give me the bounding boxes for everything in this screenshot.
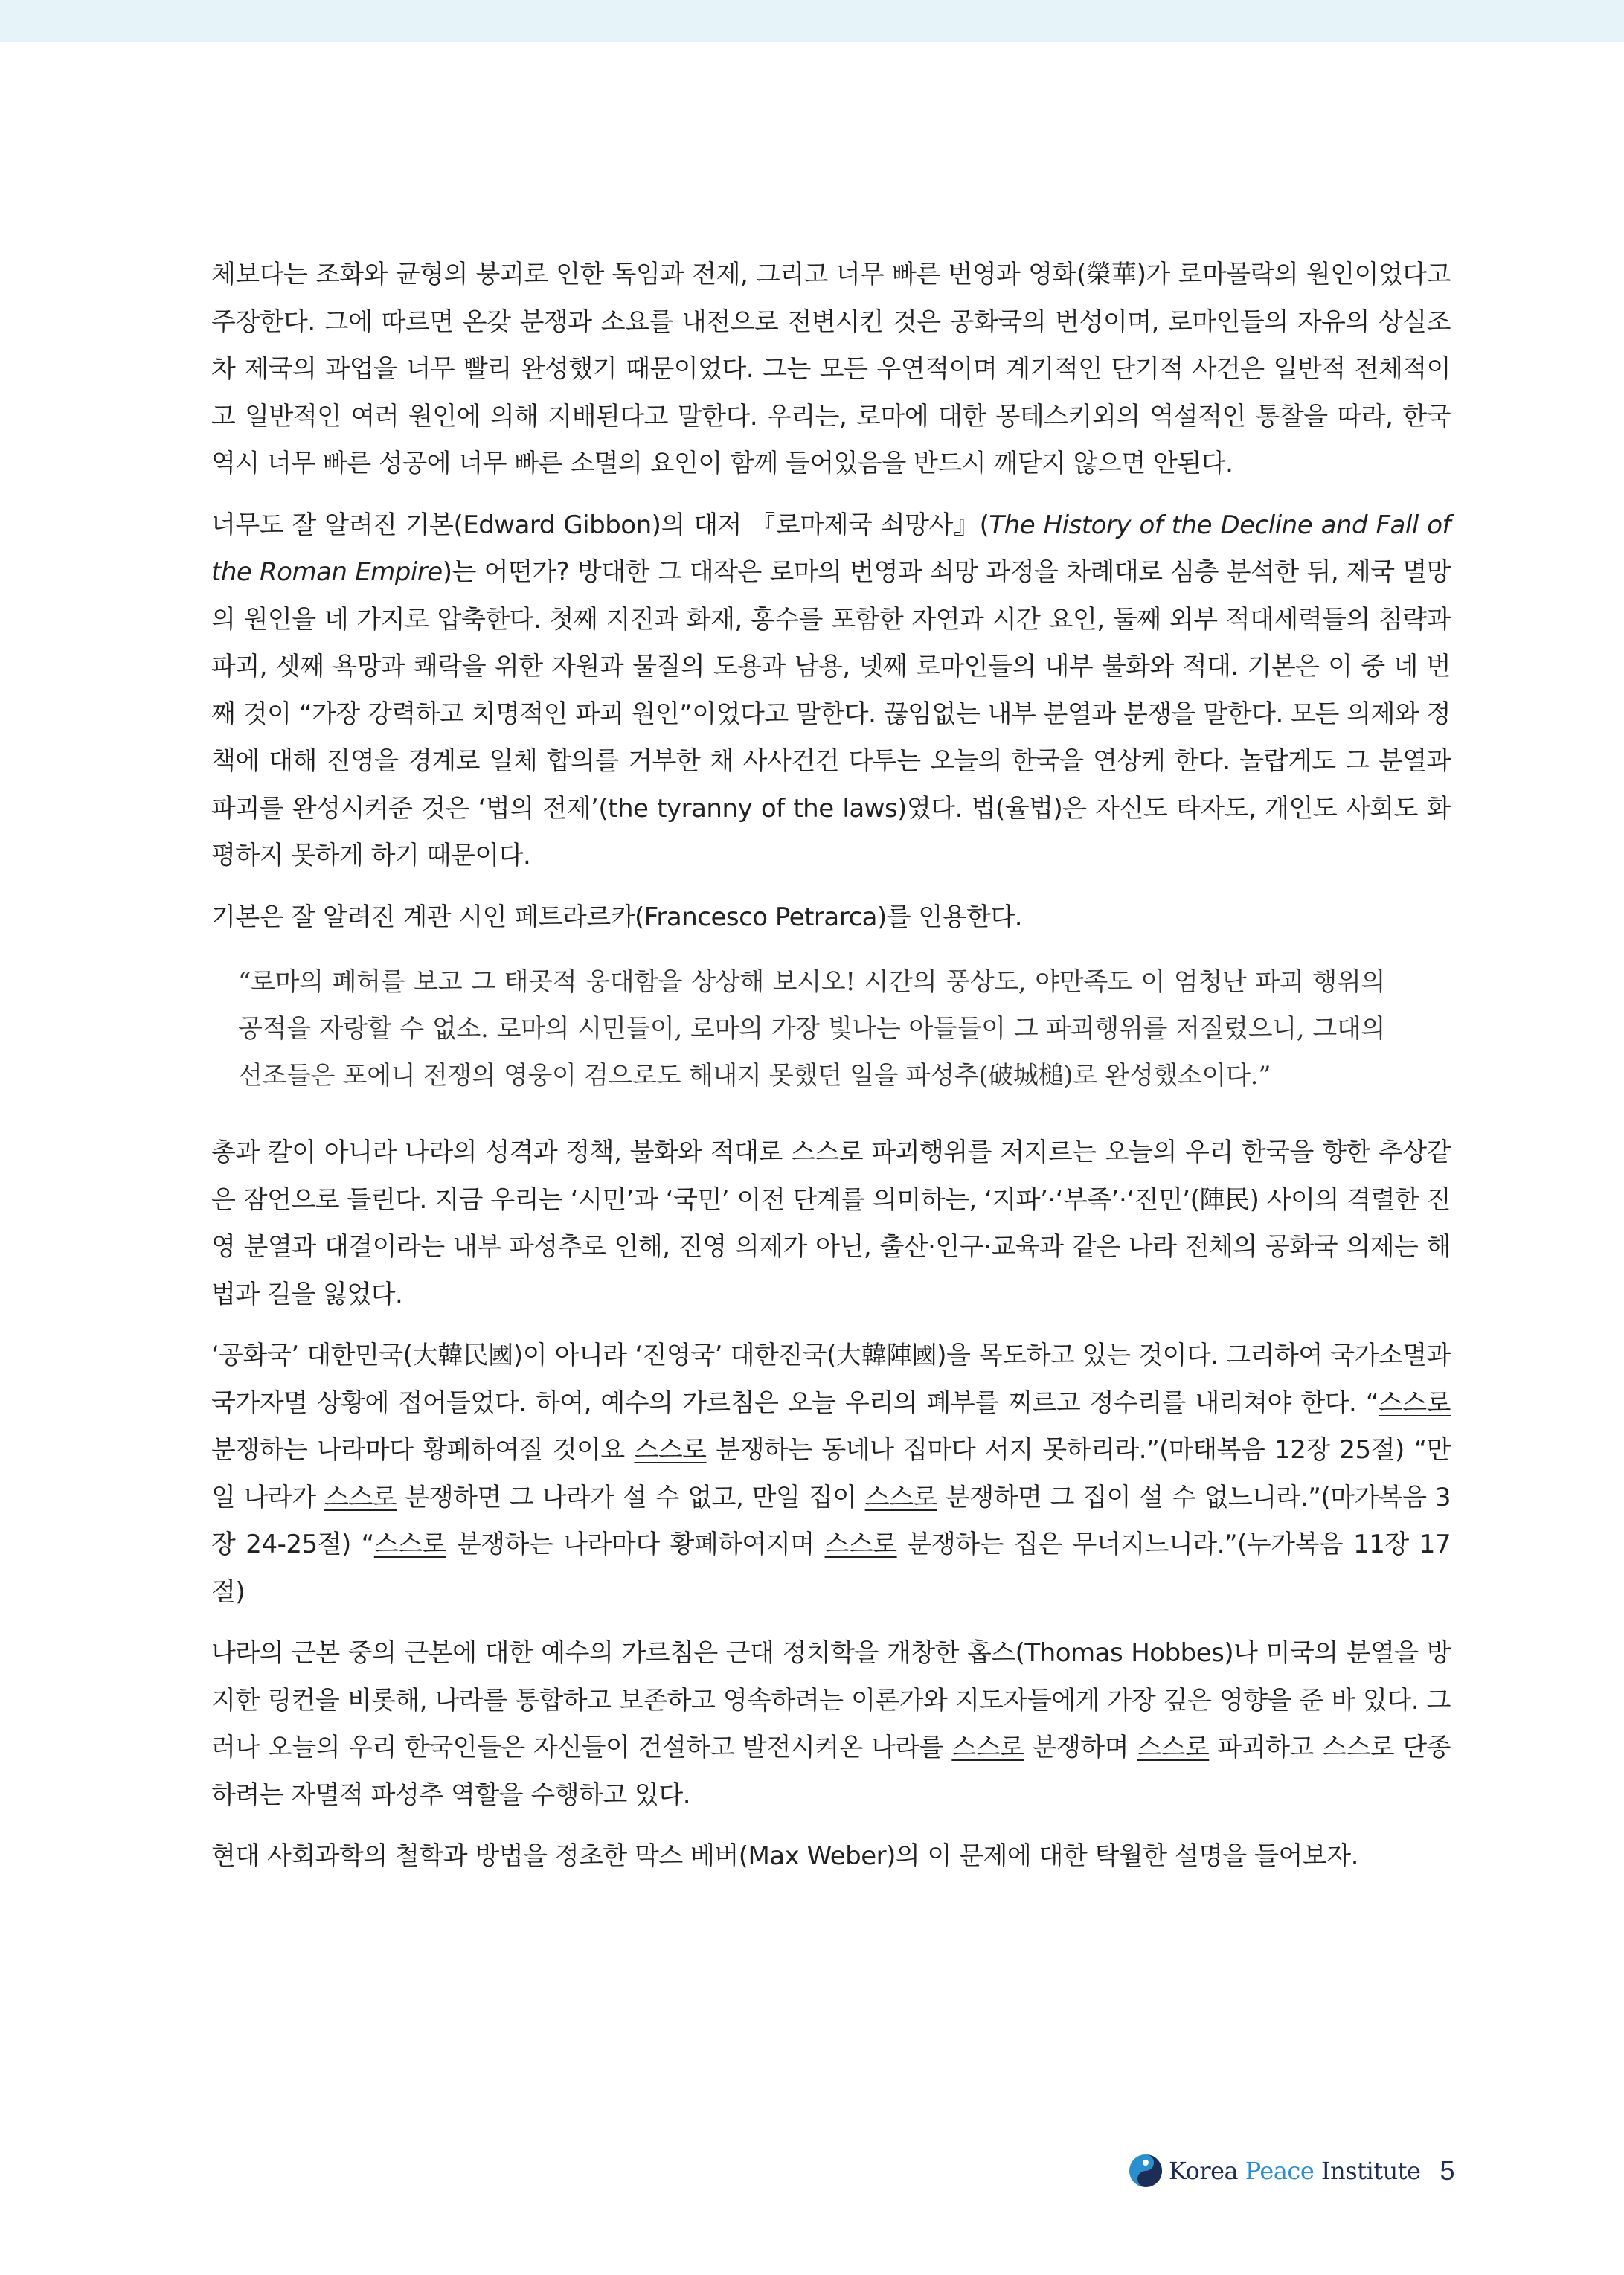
underlined-word: 스스로 [1378,1387,1451,1418]
hobbes-text-a: 나라의 근본 중의 근본에 대한 예수의 가르침은 근대 정치학을 개창한 홉스(Thomas Hobbes)나 미국의 분열을 방지한 링컨을 비롯해, 나라를 통합하고 보존하고 영속하려는 이론가와 지도자들에게 가장 깊은 영향을 준 바 있다. 그러나 오늘의 우리 한국인들은 자신들이 건설하고 발전시켜온 나라를 [211,1638,1451,1762]
page-number: 5 [1440,2155,1455,2186]
underlined-word: 스스로 [1137,1733,1210,1762]
paragraph-petrarca-intro: 기본은 잘 알려진 계관 시인 페트라르카(Francesco Petrarca)를 인용한다. [211,902,1023,932]
hobbes-text-c: 파괴하고 스스로 단종하려는 자멸적 파성추 역할을 수행하고 있다. [211,1733,1451,1810]
paragraph-montesquieu: 체보다는 조화와 균형의 붕괴로 인한 독임과 전제, 그리고 너무 빠른 번영과 영화(榮華)가 로마몰락의 원인이었다고 주장한다. 그에 따르면 온갖 분쟁과 소요를 내전으로 전변시킨 것은 공화국의 번성이며, 로마인들의 자유의 상실조차 제국의 과업을 너무 빨리 완성했기 때문이었다. 그는 모든 우연적이며 계기적인 단기적 사건은 일반적 전체적이고 일반적인 여러 원인에 의해 지배된다고 말한다. 우리는, 로마에 대한 몽테스키외의 역설적인 통찰을 따라, 한국 역시 너무 빠른 성공에 너무 빠른 소멸의 요인이 함께 들어있음을 반드시 깨닫지 않으면 안된다. [211,260,1451,478]
petrarca-quote: “로마의 폐허를 보고 그 태곳적 웅대함을 상상해 보시오! 시간의 풍상도, 야만족도 이 엄청난 파괴 행위의 공적을 자랑할 수 없소. 로마의 시민들이, 로마의 가장 빛나는 아들들이 그 파괴행위를 저질렀으니, 그대의 선조들은 포에니 전쟁의 영웅이 검으로도 해내지 못했던 일을 파성추(破城槌)로 완성했소이다.” [238,967,1385,1091]
gibbon-text-a: 너무도 잘 알려진 기본(Edward Gibbon)의 대저 『로마제국 쇠망사』( [211,510,989,540]
korea-peace-institute-logo-icon [1127,2152,1164,2189]
paragraph-jesus-teaching [211,1332,1451,1616]
underlined-word: 스스로 [324,1482,397,1512]
jesus-text-e: 분쟁하면 그 집이 설 수 없느니라.”(마가복음 3장 24-25절) “ [211,1482,1451,1559]
page-footer [1127,2150,1455,2192]
underlined-word: 스스로 [634,1435,707,1465]
underlined-word: 스스로 [373,1530,446,1559]
brand-korea: Korea [1169,2157,1245,2185]
jesus-text-a: ‘공화국’ 대한민국(大韓民國)이 아니라 ‘진영국’ 대한진국(大韓陣國)을 목도하고 있는 것이다. 그리하여 국가소멸과 국가자멸 상황에 접어들었다. 하여, 예수의 가르침은 오늘 우리의 폐부를 찌르고 정수리를 내리쳐야 한다. “ [211,1341,1451,1418]
top-band [0,0,1624,42]
brand-peace: Peace [1245,2157,1315,2185]
footer-brand [1169,2157,1420,2185]
paragraph-weber: 현대 사회과학의 철학과 방법을 정초한 막스 베버(Max Weber)의 이 문제에 대한 탁월한 설명을 들어보자. [211,1841,1358,1871]
page-body [211,251,1451,1895]
hobbes-text-b: 분쟁하며 [1024,1733,1137,1762]
underlined-word: 스스로 [824,1530,897,1559]
underlined-word: 스스로 [951,1733,1024,1762]
paragraph-gibbon [211,502,1451,880]
underlined-word: 스스로 [864,1482,937,1512]
gibbon-text-b: )는 어떤가? 방대한 그 대작은 로마의 번영과 쇠망 과정을 차례대로 심층 분석한 뒤, 제국 멸망의 원인을 네 가지로 압축한다. 첫째 지진과 화재, 홍수를 포함한 자연과 시간 요인, 둘째 외부 적대세력들의 침략과 파괴, 셋째 욕망과 쾌락을 위한 자원과 물질의 도용과 남용, 넷째 로마인들의 내부 불화와 적대. 기본은 이 중 네 번 째 것이 “가장 강력하고 치명적인 파괴 원인”이었다고 말한다. 끊임없는 내부 분열과 분쟁을 말한다. 모든 의제와 정책에 대해 진영을 경계로 일체 합의를 거부한 채 사사건건 다투는 오늘의 한국을 연상케 한다. 놀랍게도 그 분열과 파괴를 완성시켜준 것은 ‘법의 전제’(the tyranny of the laws)였다. 법(율법)은 자신도 타자도, 개인도 사회도 화평하지 못하게 하기 때문이다. [211,557,1451,870]
brand-institute: Institute [1314,2157,1421,2185]
paragraph-hobbes-lincoln [211,1630,1451,1819]
jesus-text-d: 분쟁하면 그 나라가 설 수 없고, 만일 집이 [397,1482,865,1512]
jesus-text-b: 분쟁하는 나라마다 황폐하여질 것이요 [211,1435,635,1465]
jesus-text-f: 분쟁하는 나라마다 황폐하여지며 [446,1530,825,1559]
gibbon-book-title: The History of the Decline and Fall of the Roman Empire [211,510,1451,587]
jesus-text-g: 분쟁하는 집은 무너지느니라.”(누가복음 11장 17절) [211,1530,1451,1607]
paragraph-korea-warning: 총과 칼이 아니라 나라의 성격과 정책, 불화와 적대로 스스로 파괴행위를 저지르는 오늘의 우리 한국을 향한 추상같은 잠언으로 들린다. 지금 우리는 ‘시민’과 ‘국민’ 이전 단계를 의미하는, ‘지파’·‘부족’·‘진민’(陣民) 사이의 격렬한 진영 분열과 대결이라는 내부 파성추로 인해, 진영 의제가 아닌, 출산·인구·교육과 같은 나라 전체의 공화국 의제는 해법과 길을 잃었다. [211,1138,1451,1309]
jesus-text-c: 분쟁하는 동네나 집마다 서지 못하리라.”(마태복음 12장 25절) “만일 나라가 [211,1435,1451,1512]
